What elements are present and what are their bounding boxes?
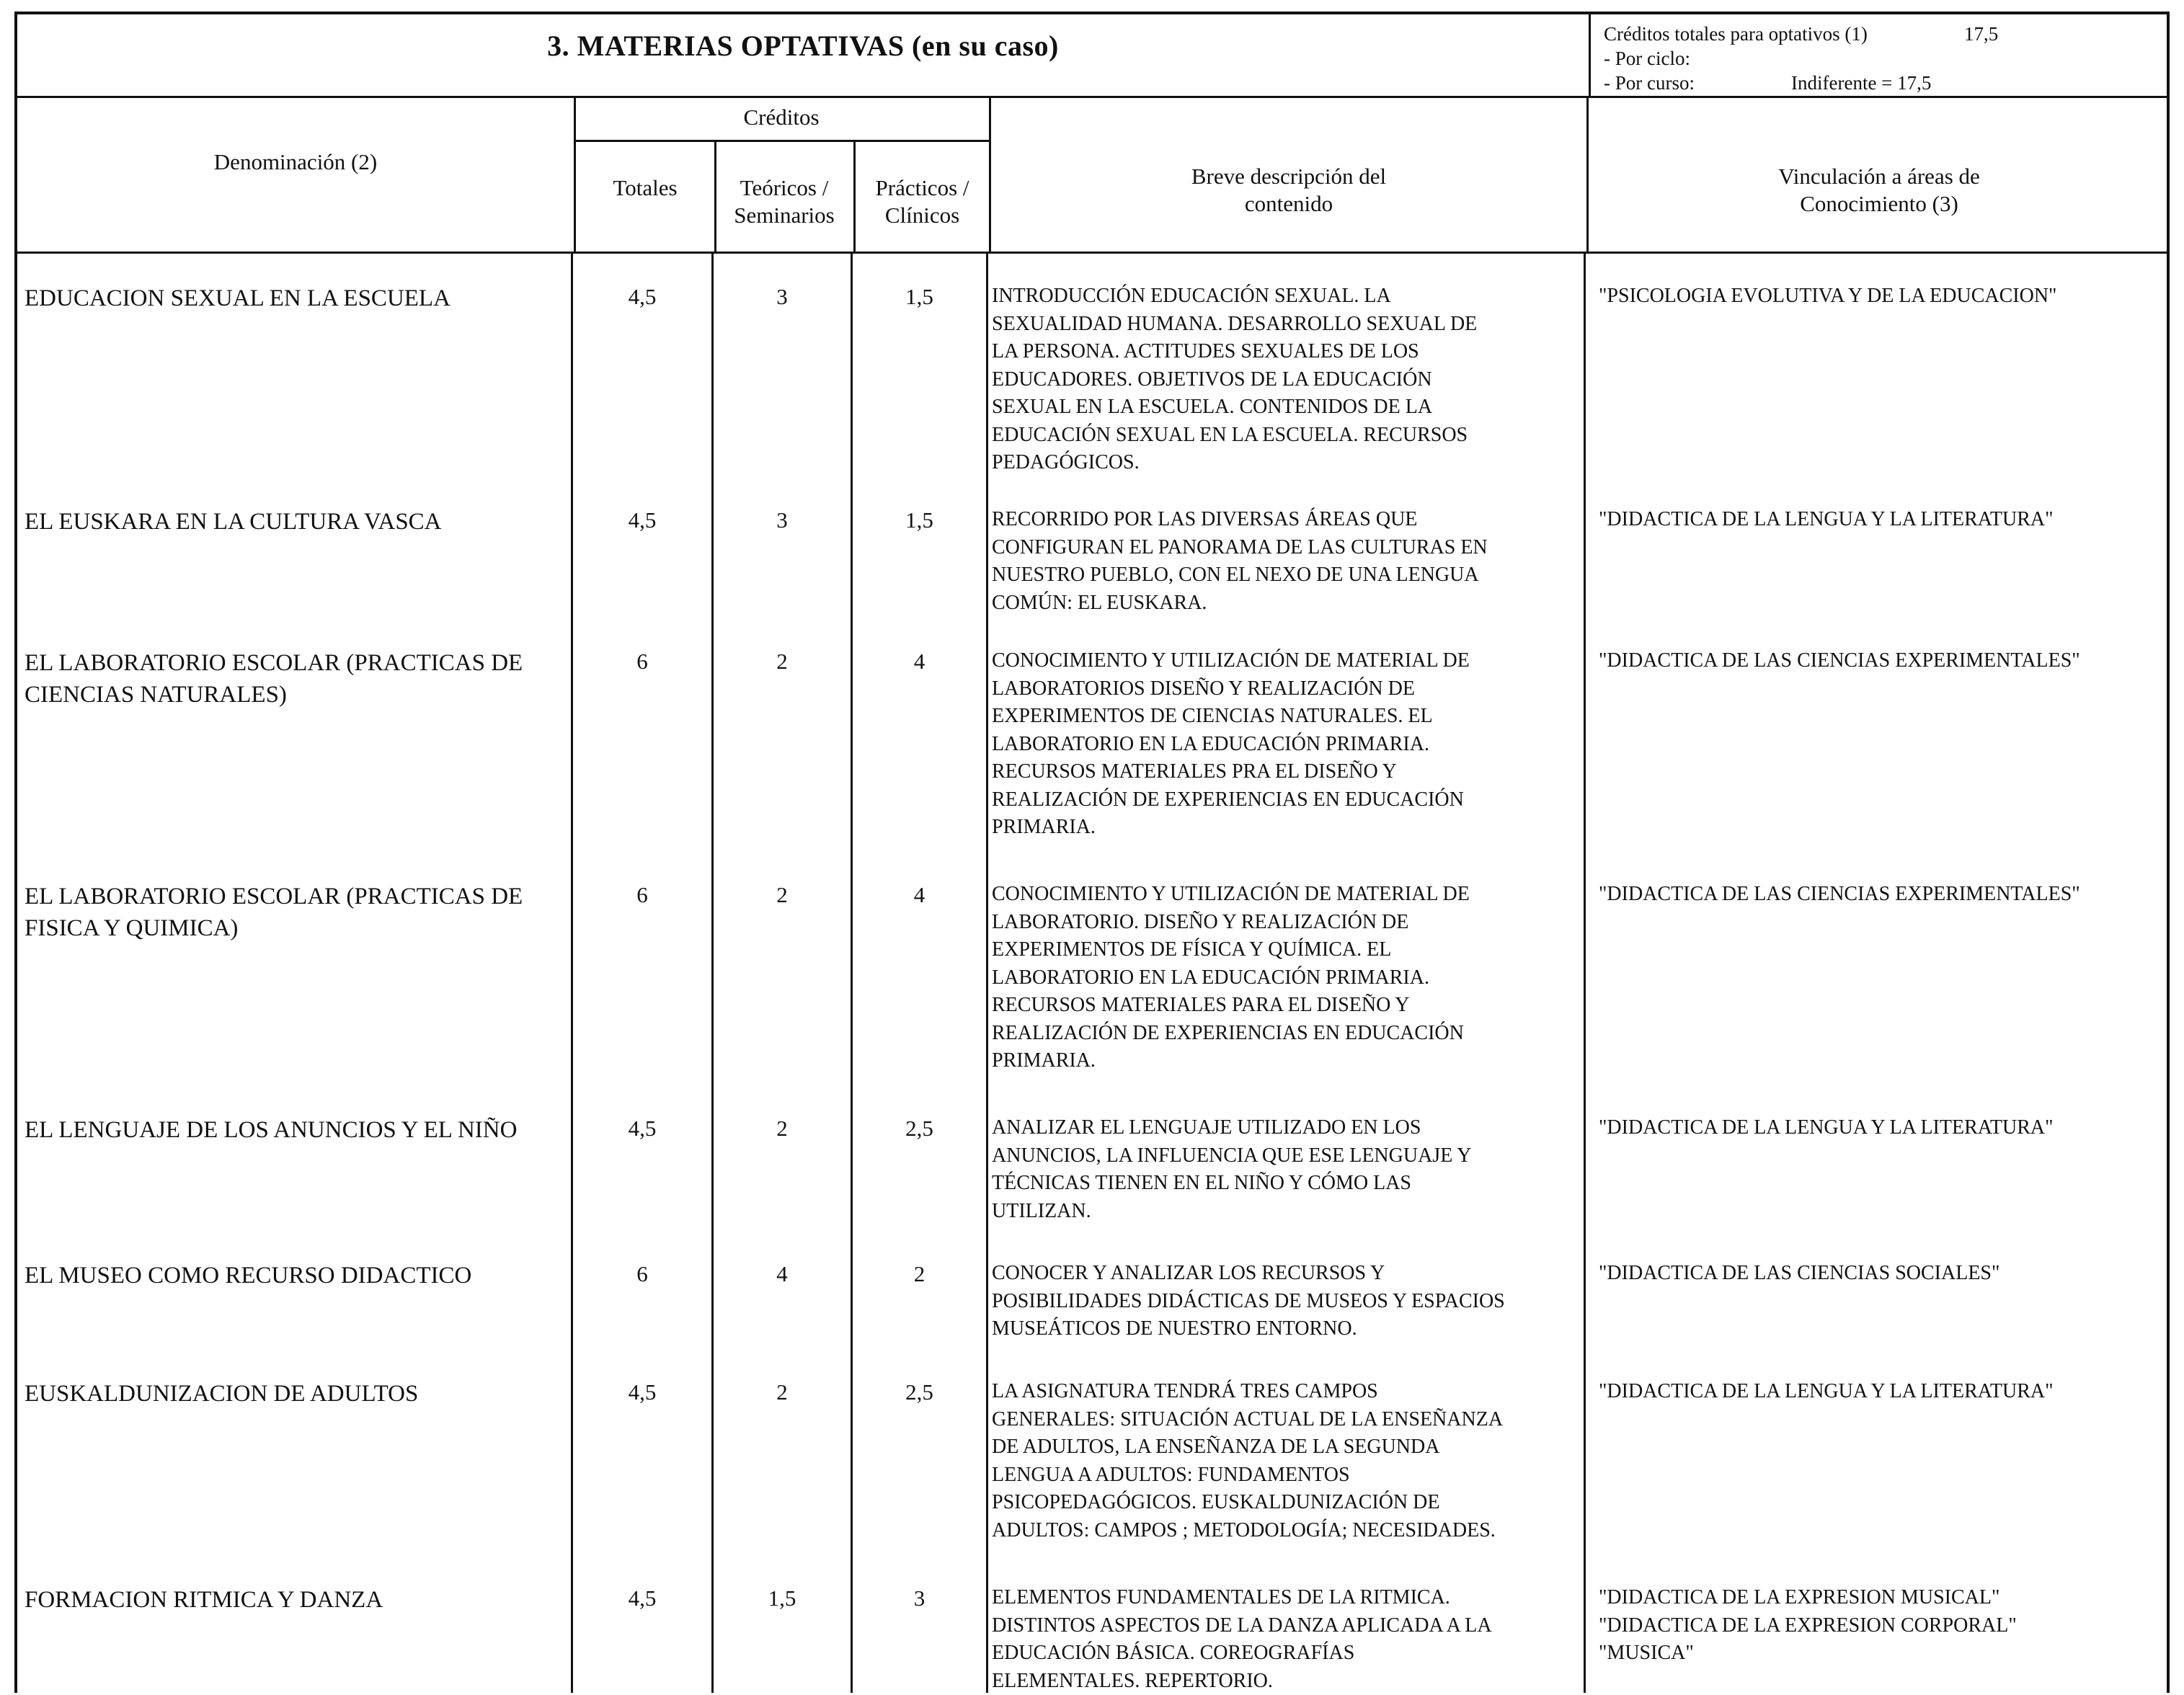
credits-practicos: 2 — [853, 1260, 986, 1289]
description-line: PRIMARIA. — [992, 1047, 1583, 1075]
title-block — [14, 12, 2170, 98]
description-line: INTRODUCCIÓN EDUCACIÓN SEXUAL. LA — [992, 282, 1583, 311]
credits-per-course-row — [1604, 71, 2170, 95]
subject-description — [992, 1584, 1583, 1695]
header-totales: Totales — [576, 174, 714, 202]
credits-practicos: 4 — [853, 647, 986, 676]
description-line: POSIBILIDADES DIDÁCTICAS DE MUSEOS Y ESPACIOS — [992, 1288, 1583, 1316]
description-line: ELEMENTALES. REPERTORIO. — [992, 1668, 1583, 1695]
area-line: "DIDACTICA DE LA LENGUA Y LA LITERATURA" — [1599, 506, 2168, 534]
header-creditos: Créditos — [574, 104, 989, 131]
description-line: NUESTRO PUEBLO, CON EL NEXO DE UNA LENGUA — [992, 561, 1583, 590]
credits-totales: 6 — [573, 1260, 711, 1289]
table-border-right — [2167, 254, 2170, 1693]
description-line: LA PERSONA. ACTITUDES SEXUALES DE LOS — [992, 338, 1583, 366]
description-line: UTILIZAN. — [992, 1198, 1583, 1226]
description-line: ADULTOS: CAMPOS ; METODOLOGÍA; NECESIDADES. — [992, 1517, 1583, 1545]
header-descripcion — [991, 163, 1586, 218]
subject-name: FORMACION RITMICA Y DANZA — [25, 1584, 572, 1616]
column-divider — [571, 254, 573, 1693]
area-line: "DIDACTICA DE LA EXPRESION MUSICAL" — [1599, 1584, 2168, 1612]
area-line: "DIDACTICA DE LA EXPRESION CORPORAL" — [1599, 1612, 2168, 1640]
credits-per-course-value: Indiferente = 17,5 — [1791, 71, 1931, 95]
header-descripcion-line1: Breve descripción del — [991, 163, 1586, 190]
credits-practicos: 1,5 — [853, 506, 986, 535]
knowledge-area — [1599, 282, 2168, 311]
description-line: LABORATORIOS DISEÑO Y REALIZACIÓN DE — [992, 675, 1583, 703]
area-line: "DIDACTICA DE LAS CIENCIAS EXPERIMENTALES" — [1599, 881, 2168, 909]
description-line: PRIMARIA. — [992, 814, 1583, 842]
credits-totales: 4,5 — [573, 506, 711, 535]
credits-teoricos: 4 — [714, 1260, 851, 1289]
description-line: RECURSOS MATERIALES PARA EL DISEÑO Y — [992, 992, 1583, 1020]
description-line: ANALIZAR EL LENGUAJE UTILIZADO EN LOS — [992, 1114, 1583, 1142]
description-line: EDUCADORES. OBJETIVOS DE LA EDUCACIÓN — [992, 366, 1583, 394]
description-line: RECURSOS MATERIALES PRA EL DISEÑO Y — [992, 758, 1583, 786]
description-line: LABORATORIO. DISEÑO Y REALIZACIÓN DE — [992, 909, 1583, 937]
credits-totales: 6 — [573, 881, 711, 909]
area-line: "DIDACTICA DE LA LENGUA Y LA LITERATURA" — [1599, 1378, 2168, 1406]
description-line: PSICOPEDAGÓGICOS. EUSKALDUNIZACIÓN DE — [992, 1489, 1583, 1517]
table-border-left — [14, 254, 17, 1693]
credits-teoricos: 2 — [714, 1114, 851, 1143]
description-line: DISTINTOS ASPECTOS DE LA DANZA APLICADA A LA — [992, 1612, 1583, 1640]
credits-totales: 4,5 — [573, 1378, 711, 1407]
subject-name: EDUCACION SEXUAL EN LA ESCUELA — [25, 282, 572, 314]
description-line: EDUCACIÓN BÁSICA. COREOGRAFÍAS — [992, 1640, 1583, 1668]
description-line: EXPERIMENTOS DE FÍSICA Y QUÍMICA. EL — [992, 936, 1583, 964]
header-vinculacion-line1: Vinculación a áreas de — [1589, 163, 2170, 190]
description-line: GENERALES: SITUACIÓN ACTUAL DE LA ENSEÑANZA — [992, 1406, 1583, 1434]
description-line: LENGUA A ADULTOS: FUNDAMENTOS — [992, 1462, 1583, 1490]
knowledge-area — [1599, 1114, 2168, 1142]
area-line: "DIDACTICA DE LAS CIENCIAS SOCIALES" — [1599, 1260, 2168, 1288]
header-vinculacion — [1589, 163, 2170, 218]
description-line: ANUNCIOS, LA INFLUENCIA QUE ESE LENGUAJE Y — [992, 1142, 1583, 1170]
header-practicos-line2: Clínicos — [856, 202, 989, 229]
knowledge-area — [1599, 506, 2168, 534]
knowledge-area — [1599, 647, 2168, 675]
credits-practicos: 3 — [853, 1584, 986, 1613]
subject-name: EL LENGUAJE DE LOS ANUNCIOS Y EL NIÑO — [25, 1114, 572, 1146]
description-line: PEDAGÓGICOS. — [992, 449, 1583, 477]
description-line: REALIZACIÓN DE EXPERIENCIAS EN EDUCACIÓN — [992, 786, 1583, 814]
subject-name: EL EUSKARA EN LA CULTURA VASCA — [25, 506, 572, 538]
subject-description — [992, 1114, 1583, 1225]
knowledge-area — [1599, 1378, 2168, 1406]
description-line: CONOCIMIENTO Y UTILIZACIÓN DE MATERIAL DE — [992, 647, 1583, 675]
knowledge-area — [1599, 1584, 2168, 1668]
area-line: "PSICOLOGIA EVOLUTIVA Y DE LA EDUCACION" — [1599, 282, 2168, 311]
description-line: EXPERIMENTOS DE CIENCIAS NATURALES. EL — [992, 703, 1583, 731]
description-line: LA ASIGNATURA TENDRÁ TRES CAMPOS — [992, 1378, 1583, 1406]
subject-name: EL LABORATORIO ESCOLAR (PRACTICAS DE CIENCIAS NATURALES) — [25, 647, 572, 711]
credits-summary — [1589, 14, 2170, 98]
description-line: LABORATORIO EN LA EDUCACIÓN PRIMARIA. — [992, 731, 1583, 759]
description-line: EDUCACIÓN SEXUAL EN LA ESCUELA. RECURSOS — [992, 422, 1583, 450]
credits-total-row — [1604, 22, 2170, 46]
header-practicos — [856, 174, 989, 229]
subject-description — [992, 647, 1583, 842]
description-line: REALIZACIÓN DE EXPERIENCIAS EN EDUCACIÓN — [992, 1020, 1583, 1048]
credits-teoricos: 3 — [714, 506, 851, 535]
credits-totales: 6 — [573, 647, 711, 676]
credits-totales: 4,5 — [573, 282, 711, 311]
credits-total-value: 17,5 — [1964, 22, 1998, 46]
header-teoricos-line1: Teóricos / — [716, 174, 852, 202]
credits-teoricos: 2 — [714, 1378, 851, 1407]
table-body — [14, 254, 2170, 1693]
header-practicos-line1: Prácticos / — [856, 174, 989, 202]
header-denominacion: Denominación (2) — [17, 148, 574, 176]
description-line: ELEMENTOS FUNDAMENTALES DE LA RITMICA. — [992, 1584, 1583, 1612]
header-teoricos — [716, 174, 852, 229]
area-line: "DIDACTICA DE LA LENGUA Y LA LITERATURA" — [1599, 1114, 2168, 1142]
subject-name: EUSKALDUNIZACION DE ADULTOS — [25, 1378, 572, 1410]
credits-total-label: Créditos totales para optativos (1) — [1604, 23, 1868, 45]
column-divider — [711, 254, 714, 1693]
credits-teoricos: 2 — [714, 647, 851, 676]
description-line: CONOCER Y ANALIZAR LOS RECURSOS Y — [992, 1260, 1583, 1288]
credits-per-cycle-row — [1604, 46, 2170, 71]
subject-description — [992, 506, 1583, 617]
description-line: SEXUALIDAD HUMANA. DESARROLLO SEXUAL DE — [992, 311, 1583, 339]
description-line: SEXUAL EN LA ESCUELA. CONTENIDOS DE LA — [992, 393, 1583, 422]
knowledge-area — [1599, 1260, 2168, 1288]
description-line: CONFIGURAN EL PANORAMA DE LAS CULTURAS EN — [992, 534, 1583, 562]
table-header — [14, 98, 2170, 254]
description-line: LABORATORIO EN LA EDUCACIÓN PRIMARIA. — [992, 964, 1583, 992]
header-teoricos-line2: Seminarios — [716, 202, 852, 229]
credits-practicos: 1,5 — [853, 282, 986, 311]
credits-teoricos: 2 — [714, 881, 851, 909]
credits-per-cycle-label: - Por ciclo: — [1604, 48, 1690, 69]
subject-description — [992, 1260, 1583, 1343]
area-line: "DIDACTICA DE LAS CIENCIAS EXPERIMENTALES" — [1599, 647, 2168, 675]
credits-teoricos: 3 — [714, 282, 851, 311]
description-line: MUSEÁTICOS DE NUESTRO ENTORNO. — [992, 1315, 1583, 1343]
subject-name: EL LABORATORIO ESCOLAR (PRACTICAS DE FISICA Y QUIMICA) — [25, 881, 572, 944]
description-line: COMÚN: EL EUSKARA. — [992, 590, 1583, 618]
description-line: TÉCNICAS TIENEN EN EL NIÑO Y CÓMO LAS — [992, 1170, 1583, 1198]
subject-description — [992, 282, 1583, 477]
header-subdivider — [574, 140, 989, 142]
credits-per-course-label: - Por curso: — [1604, 72, 1695, 94]
credits-practicos: 2,5 — [853, 1114, 986, 1143]
credits-practicos: 2,5 — [853, 1378, 986, 1407]
header-descripcion-line2: contenido — [991, 190, 1586, 218]
subject-name: EL MUSEO COMO RECURSO DIDACTICO — [25, 1260, 572, 1291]
description-line: DE ADULTOS, LA ENSEÑANZA DE LA SEGUNDA — [992, 1433, 1583, 1462]
document-page — [14, 12, 2170, 1693]
section-title: 3. MATERIAS OPTATIVAS (en su caso) — [17, 14, 1589, 98]
credits-totales: 4,5 — [573, 1114, 711, 1143]
credits-teoricos: 1,5 — [714, 1584, 851, 1613]
column-divider — [1584, 254, 1586, 1693]
knowledge-area — [1599, 881, 2168, 909]
subject-description — [992, 1378, 1583, 1544]
header-vinculacion-line2: Conocimiento (3) — [1589, 190, 2170, 218]
credits-totales: 4,5 — [573, 1584, 711, 1613]
column-divider — [986, 254, 988, 1693]
column-divider — [851, 254, 853, 1693]
description-line: RECORRIDO POR LAS DIVERSAS ÁREAS QUE — [992, 506, 1583, 534]
subject-description — [992, 881, 1583, 1075]
credits-practicos: 4 — [853, 881, 986, 909]
area-line: "MUSICA" — [1599, 1640, 2168, 1668]
description-line: CONOCIMIENTO Y UTILIZACIÓN DE MATERIAL DE — [992, 881, 1583, 909]
